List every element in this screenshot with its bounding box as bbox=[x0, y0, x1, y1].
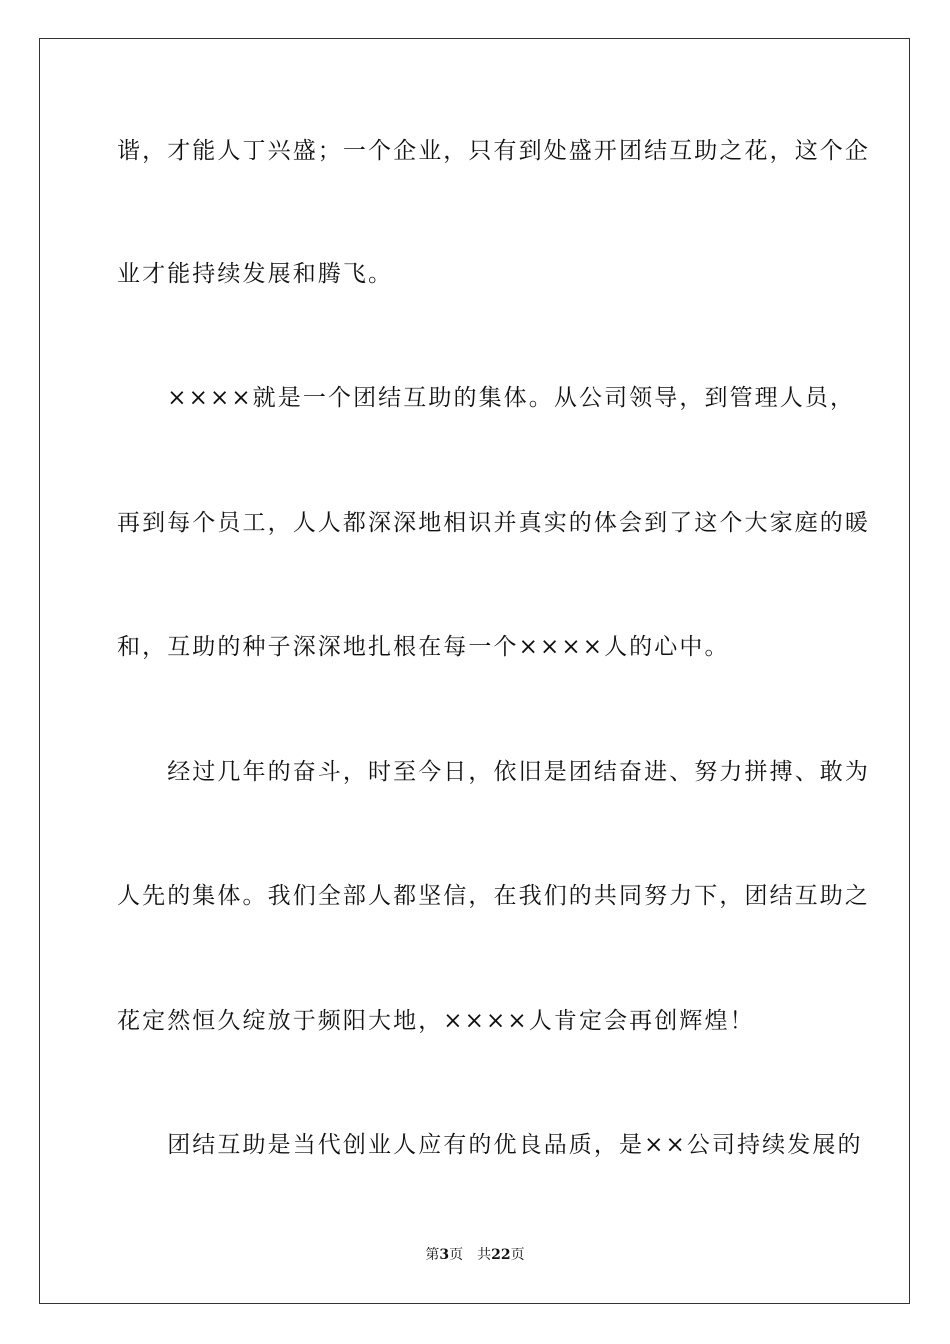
text-line-2: 业才能持续发展和腾飞。 bbox=[117, 261, 394, 287]
page-footer bbox=[0, 1246, 950, 1264]
text-line-1: 谐，才能人丁兴盛；一个企业，只有到处盛开团结互助之花，这个企 bbox=[117, 138, 870, 164]
text-line-3: ××××就是一个团结互助的集体。从公司领导，到管理人员， bbox=[117, 385, 856, 411]
text-line-7: 人先的集体。我们全部人都坚信，在我们的共同努力下，团结互助之 bbox=[117, 883, 870, 909]
footer-page-prefix: 第 bbox=[425, 1247, 440, 1263]
footer-total-suffix: 页 bbox=[510, 1247, 525, 1263]
text-line-4: 再到每个员工，人人都深深地相识并真实的体会到了这个大家庭的暖 bbox=[117, 510, 870, 536]
footer-page-number: 3 bbox=[439, 1247, 450, 1263]
footer-page-suffix: 页 bbox=[449, 1247, 464, 1263]
text-line-8: 花定然恒久绽放于频阳大地，××××人肯定会再创辉煌！ bbox=[117, 1008, 755, 1034]
page-border bbox=[39, 38, 910, 1304]
footer-total-pages: 22 bbox=[491, 1247, 511, 1263]
text-line-5: 和，互助的种子深深地扎根在每一个××××人的心中。 bbox=[117, 634, 730, 660]
text-line-6: 经过几年的奋斗，时至今日，依旧是团结奋进、努力拼搏、敢为 bbox=[117, 759, 870, 785]
text-line-9: 团结互助是当代创业人应有的优良品质，是××公司持续发展的 bbox=[117, 1132, 863, 1158]
footer-total-prefix: 共 bbox=[477, 1247, 492, 1263]
